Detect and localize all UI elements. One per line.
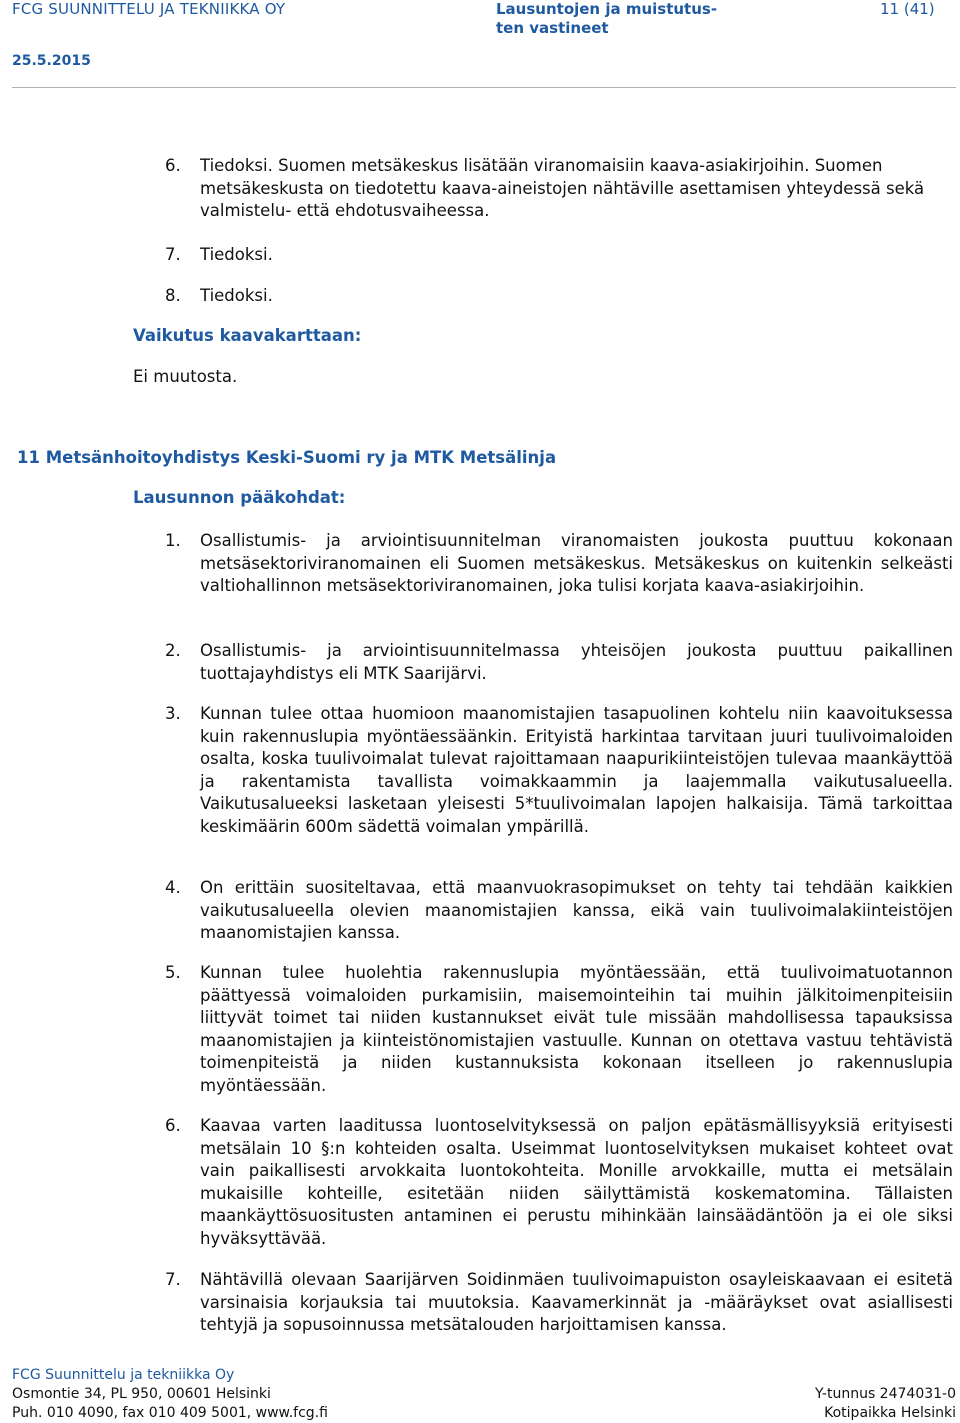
list-item-number: 5.	[165, 963, 181, 982]
footer-address: Osmontie 34, PL 950, 00601 Helsinki	[12, 1386, 271, 1402]
list-item-text: Tiedoksi. Suomen metsäkeskus lisätään viranomaisiin kaava-asiakirjoihin. Suomen metsäkeskusta on tiedotettu kaava-aineistojen nähtäville asettamisen yhteydessä sekä valmistelu- että ehdotusvaiheessa.	[200, 156, 925, 220]
footer-company: FCG Suunnittelu ja tekniikka Oy	[12, 1367, 235, 1383]
list-item-number: 7.	[165, 1270, 181, 1289]
footer-domicile: Kotipaikka Helsinki	[824, 1405, 956, 1421]
list-item-number: 3.	[165, 704, 181, 723]
list-item-text: Tiedoksi.	[200, 245, 273, 264]
list-item-number: 6.	[165, 1116, 181, 1135]
list-item-text: Osallistumis- ja arviointisuunnitelman viranomaisten joukosta puuttuu kokonaan metsäsektoriviranomainen eli Suomen metsäkeskus. Metsäkeskus on kuitenkin selkeästi valtiohallinnon metsäsektoriviranomainen, joka tulisi korjata kaava-asiakirjoihin.	[200, 531, 953, 595]
list-item	[165, 244, 953, 267]
list-item-text: Kaavaa varten laaditussa luontoselvityksessä on paljon epätäsmällisyyksiä erityisesti metsälain 10 §:n kohteiden osalta. Useimmat luontoselvityksen mukaiset kohteet ovat vain paikallisesti arvokkaita luontokohteita. Monille arvokkaille, mutta ei metsälain mukaisille kohteille, esitetään niiden säilyttämistä koskematomina. Tällaisten maankäyttösuositusten antaminen ei perustu mihinkään lainsäädäntöön ja ei ole siksi hyväksyttävää.	[200, 1116, 953, 1248]
impact-heading: Vaikutus kaavakarttaan:	[133, 326, 362, 345]
impact-text: Ei muutosta.	[133, 367, 238, 386]
header-date: 25.5.2015	[12, 53, 91, 69]
header-divider	[12, 87, 956, 88]
list-item	[165, 703, 953, 838]
header-title-line2: ten vastineet	[496, 19, 609, 37]
header-page-number: 11 (41)	[880, 0, 935, 18]
footer-business-id: Y-tunnus 2474031-0	[815, 1386, 956, 1402]
list-item-text: On erittäin suositeltavaa, että maanvuokrasopimukset on tehty tai tehdään kaikkien vaikutusalueella olevien maanomistajien kanssa, eikä vain tuulivoimalakiinteistöjen maanomistajien kanssa.	[200, 878, 953, 942]
list-item-text: Nähtävillä olevaan Saarijärven Soidinmäen tuulivoimapuiston osayleiskaavaan ei esitetä varsinaisia korjauksia tai muutoksia. Kaavamerkinnät ja -määräykset ovat asiallisesti tehtyjä ja sopusoinnussa metsätalouden harjoittamisen kanssa.	[200, 1270, 953, 1334]
list-item-text: Osallistumis- ja arviointisuunnitelmassa yhteisöjen joukosta puuttuu paikallinen tuottajayhdistys eli MTK Saarijärvi.	[200, 641, 953, 683]
list-item	[165, 640, 953, 685]
list-item	[165, 1269, 953, 1337]
list-item-number: 8.	[165, 286, 181, 305]
header-title	[496, 0, 717, 38]
list-item	[165, 962, 953, 1097]
list-item-number: 2.	[165, 641, 181, 660]
list-item-text: Kunnan tulee ottaa huomioon maanomistajien tasapuolinen kohtelu niin kaavoituksessa kuin rakennuslupia myöntäessäänkin. Erityistä harkintaa tarvitaan juuri tuulivoimaloiden osalta, koska tuulivoimalat tulevat rajoittamaan naapurikiinteistöjen tulevaa maankäyttöä ja rakentamista tavallista voimakkaammin ja laajemmalla vaikutusalueella. Vaikutusalueeksi lasketaan yleisesti 5*tuulivoimalan lapojen halkaisija. Tämä tarkoittaa keskimäärin 600m sädettä voimalan ympärillä.	[200, 704, 953, 836]
list-item-text: Kunnan tulee huolehtia rakennuslupia myöntäessään, että tuulivoimatuotannon päättyessä voimaloiden purkamisiin, maisemointeihin tai muihin jälkitoimenpiteisiin liittyvät toimet tai niiden kustannukset eivät tule missään mahdollisessa tapauksissa maanomistajien ja kiinteistönomistajien vastuulle. Kunnan on otettava vastuu tehtävistä toimenpiteistä ja niiden kustannuksista kokonaan itselleen jo rakennuslupia myöntäessään.	[200, 963, 953, 1095]
header-title-line1: Lausuntojen ja muistutus-	[496, 0, 718, 18]
summary-heading: Lausunnon pääkohdat:	[133, 488, 346, 507]
footer-contact: Puh. 010 4090, fax 010 409 5001, www.fcg.fi	[12, 1405, 328, 1421]
list-item	[165, 877, 953, 945]
page-footer	[12, 1366, 956, 1423]
list-item	[165, 530, 953, 598]
list-item-number: 4.	[165, 878, 181, 897]
list-item-number: 1.	[165, 531, 181, 550]
list-item-text: Tiedoksi.	[200, 286, 273, 305]
list-item	[165, 285, 953, 308]
list-item	[165, 155, 953, 223]
list-item-number: 7.	[165, 245, 181, 264]
list-item	[165, 1115, 953, 1250]
list-item-number: 6.	[165, 156, 181, 175]
footer-right	[815, 1385, 956, 1423]
page-header	[0, 0, 960, 92]
header-company: FCG SUUNNITTELU JA TEKNIIKKA OY	[12, 0, 286, 18]
section-heading: 11 Metsänhoitoyhdistys Keski-Suomi ry ja MTK Metsälinja	[17, 448, 557, 467]
